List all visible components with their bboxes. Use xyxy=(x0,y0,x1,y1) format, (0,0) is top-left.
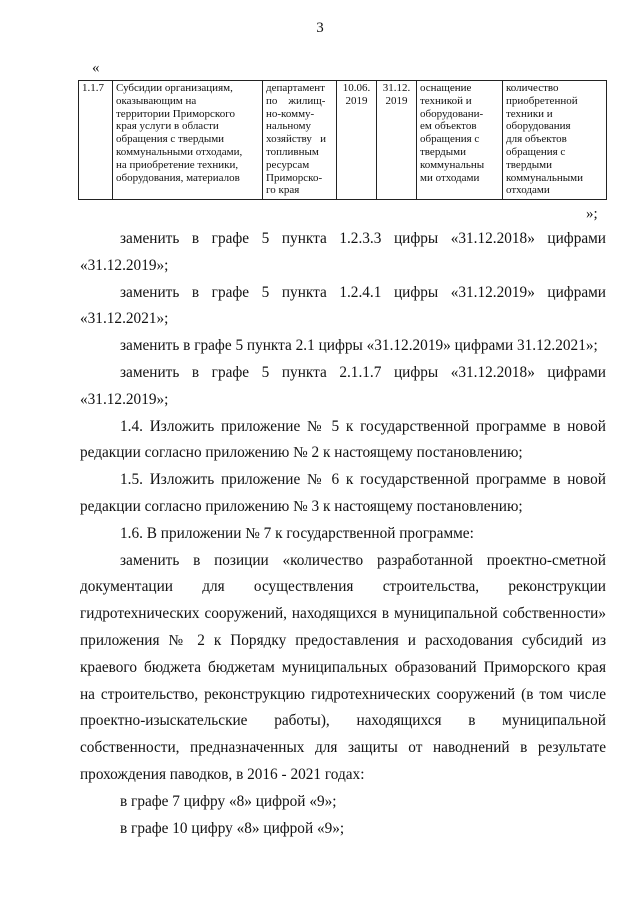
paragraph-line: заменить в графе 5 пункта 1.2.4.1 цифры «31.12.2019» цифрами xyxy=(120,283,606,301)
paragraph-line: в графе 7 цифру «8» цифрой «9»; xyxy=(120,792,337,810)
row-number: 1.1.7 xyxy=(82,82,104,94)
cell-line: для объектов xyxy=(506,133,567,146)
cell-line: обращения с xyxy=(420,133,480,146)
body-text xyxy=(80,226,606,842)
cell-line: количество xyxy=(506,82,559,94)
program-table xyxy=(78,80,607,200)
paragraph-line: 1.6. В приложении № 7 к государственной программе: xyxy=(120,524,474,542)
cell-line: коммунальными отходами, xyxy=(116,145,243,158)
table-row xyxy=(79,81,607,200)
cell-line: Субсидии организациям, xyxy=(116,82,233,94)
executor-cell xyxy=(263,81,337,200)
cell-line: на приобретение техники, xyxy=(116,158,239,171)
paragraph-line: краевого бюджета бюджетам муниципальных образований Приморского края xyxy=(80,658,606,676)
result-cell xyxy=(417,81,503,200)
cell-line: Приморско- xyxy=(266,171,323,184)
cell-line: техникой и xyxy=(420,94,472,107)
paragraph-line: собственности, предназначенных для защиты от наводнений в результате xyxy=(80,739,606,757)
cell-line: приобретенной xyxy=(506,94,578,107)
paragraph-line: гидротехнических сооружений, находящихся в муниципальной собственности» xyxy=(80,605,606,623)
cell-line: оборудовани- xyxy=(420,107,484,120)
paragraph-line: документации для осуществления строительства, реконструкции xyxy=(80,578,606,596)
indicator-cell xyxy=(503,81,607,200)
cell-line: нальному xyxy=(266,120,312,133)
paragraph-line: «31.12.2021»; xyxy=(80,310,169,328)
page-number: 3 xyxy=(316,20,324,36)
description-cell xyxy=(113,81,263,200)
cell-line: департамент xyxy=(266,82,325,94)
paragraph-line: редакции согласно приложению № 2 к настоящему постановлению; xyxy=(80,444,523,462)
paragraph-line: заменить в графе 5 пункта 2.1.1.7 цифры «31.12.2018» цифрами xyxy=(120,363,606,381)
start-date-cell xyxy=(337,81,377,200)
paragraph-line: на строительство, реконструкцию гидротехнических сооружений (в том числе xyxy=(80,685,606,703)
cell-line: твердыми xyxy=(506,158,553,171)
paragraph-line: заменить в позиции «количество разработанной проектно-сметной xyxy=(120,551,606,569)
cell-line: оборудования, материалов xyxy=(116,171,240,184)
cell-line: 31.12. xyxy=(382,82,411,94)
cell-line: по жилищ- xyxy=(266,94,326,107)
paragraph-line: в графе 10 цифру «8» цифрой «9»; xyxy=(120,819,345,837)
paragraph-line: «31.12.2019»; xyxy=(80,256,169,274)
paragraph-line: «31.12.2019»; xyxy=(80,390,169,408)
paragraph-line: прохождения паводков, в 2016 - 2021 годах: xyxy=(80,765,365,783)
cell-line: техники и xyxy=(506,107,553,120)
cell-line: оказывающим на xyxy=(116,94,197,107)
cell-line: но-комму- xyxy=(266,107,315,120)
cell-line: обращения с xyxy=(506,145,566,158)
cell-line: оборудования xyxy=(506,120,571,133)
cell-line: коммунальными xyxy=(506,171,583,184)
cell-line: 2019 xyxy=(385,94,408,107)
close-quote: »; xyxy=(586,206,598,222)
paragraph-line: приложения № 2 к Порядку предоставления и расходования субсидий из xyxy=(80,631,606,649)
paragraph-line: редакции согласно приложению № 3 к настоящему постановлению; xyxy=(80,497,523,515)
end-date-cell xyxy=(377,81,417,200)
cell-line: твердыми xyxy=(420,145,467,158)
cell-line: го края xyxy=(266,184,300,197)
row-number-cell xyxy=(79,81,113,200)
open-quote: « xyxy=(92,60,100,76)
cell-line: отходами xyxy=(506,184,550,197)
cell-line: топливным xyxy=(266,145,319,158)
paragraph-line: заменить в графе 5 пункта 1.2.3.3 цифры «31.12.2018» цифрами xyxy=(120,230,606,247)
cell-line: коммунальны xyxy=(420,158,485,171)
cell-line: территории Приморского xyxy=(116,107,235,120)
paragraph-line: 1.5. Изложить приложение № 6 к государственной программе в новой xyxy=(120,471,606,489)
cell-line: оснащение xyxy=(420,82,472,94)
cell-line: края услуги в области xyxy=(116,120,219,133)
paragraph-line: проектно-изыскательские работы), находящихся в муниципальной xyxy=(80,712,606,730)
cell-line: 2019 xyxy=(345,94,368,107)
cell-line: ми отходами xyxy=(420,171,480,184)
cell-line: хозяйству и xyxy=(266,133,327,146)
cell-line: ресурсам xyxy=(266,158,310,171)
cell-line: ем объектов xyxy=(420,120,477,133)
paragraph-line: заменить в графе 5 пункта 2.1 цифры «31.12.2019» цифрами 31.12.2021»; xyxy=(120,337,598,355)
cell-line: 10.06. xyxy=(342,82,371,94)
paragraph-line: 1.4. Изложить приложение № 5 к государственной программе в новой xyxy=(120,417,606,435)
cell-line: обращения с твердыми xyxy=(116,133,225,146)
